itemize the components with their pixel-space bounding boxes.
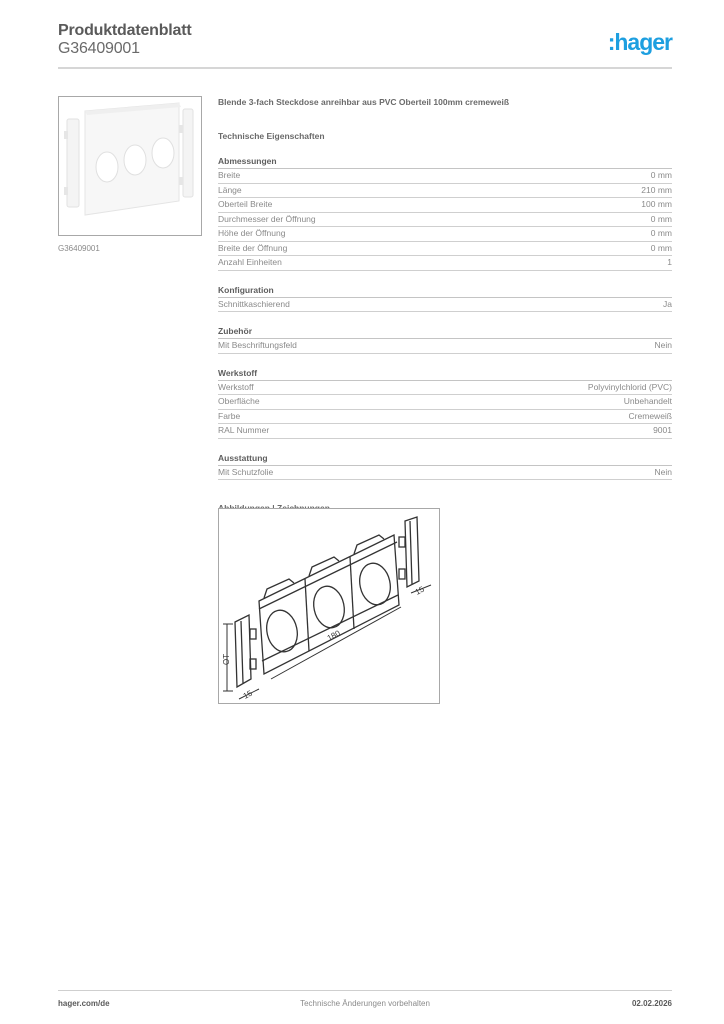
dimension-length-label: 180 xyxy=(325,628,342,643)
header-divider xyxy=(58,67,672,69)
property-row xyxy=(218,227,672,242)
group-title: Abmessungen xyxy=(218,155,672,169)
property-label: Höhe der Öffnung xyxy=(218,228,286,238)
property-label: Breite xyxy=(218,170,241,180)
property-row xyxy=(218,213,672,228)
property-label: Mit Schutzfolie xyxy=(218,466,274,477)
image-caption: G36409001 xyxy=(58,244,100,253)
group-abmessungen xyxy=(218,155,672,271)
article-number: G36409001 xyxy=(58,40,140,57)
property-row xyxy=(218,395,672,410)
dimension-height-label: OT xyxy=(222,653,231,665)
property-label: Mit Beschriftungsfeld xyxy=(218,340,297,350)
dimension-right-cap-label: 15 xyxy=(413,584,426,597)
footer-website-link[interactable]: hager.com/de xyxy=(58,999,110,1008)
property-value: Nein xyxy=(654,466,672,477)
property-label: Breite der Öffnung xyxy=(218,242,288,253)
section-title: Technische Eigenschaften xyxy=(218,131,325,141)
property-row xyxy=(218,242,672,257)
property-label: Schnittkaschierend xyxy=(218,298,290,309)
dimension-left-cap-label: 15 xyxy=(241,688,254,701)
property-value: 9001 xyxy=(653,425,672,435)
property-value: Cremeweiß xyxy=(628,410,672,421)
property-label: Farbe xyxy=(218,410,241,421)
property-label: Durchmesser der Öffnung xyxy=(218,213,316,224)
dimension-drawing-icon xyxy=(219,509,439,703)
property-value: Polyvinylchlorid (PVC) xyxy=(587,381,672,392)
property-value: 1 xyxy=(667,257,672,267)
property-label: Anzahl Einheiten xyxy=(218,257,282,267)
property-label: Länge xyxy=(218,184,242,195)
footer-notice: Technische Änderungen vorbehalten xyxy=(300,999,430,1008)
footer-date: 02.02.2026 xyxy=(631,999,672,1008)
property-row xyxy=(218,184,672,199)
property-value: 0 mm xyxy=(650,228,672,238)
property-label: Oberteil Breite xyxy=(218,199,273,209)
property-value: Ja xyxy=(663,298,672,309)
property-row xyxy=(218,466,672,481)
technical-drawing xyxy=(218,508,440,704)
document-title: Produktdatenblatt xyxy=(58,22,192,39)
group-ausstattung xyxy=(218,452,672,481)
hager-logo: :hager xyxy=(607,29,672,55)
property-label: RAL Nummer xyxy=(218,425,270,435)
product-name: Blende 3-fach Steckdose anreihbar aus PVC Oberteil 100mm cremeweiß xyxy=(218,97,510,107)
technical-data xyxy=(218,96,672,514)
property-row xyxy=(218,424,672,439)
property-label: Oberfläche xyxy=(218,396,260,406)
group-title: Zubehör xyxy=(218,325,672,339)
property-value: 0 mm xyxy=(650,170,672,180)
property-value: 100 mm xyxy=(641,199,672,209)
property-label: Werkstoff xyxy=(218,381,254,392)
property-value: 0 mm xyxy=(650,242,672,253)
group-title: Werkstoff xyxy=(218,367,672,381)
property-value: Nein xyxy=(654,340,672,350)
product-photo-icon xyxy=(59,97,201,235)
group-zubehoer xyxy=(218,325,672,354)
property-value: 210 mm xyxy=(641,184,672,195)
group-title: Ausstattung xyxy=(218,452,672,466)
page-header xyxy=(58,22,672,58)
property-row xyxy=(218,298,672,313)
property-row xyxy=(218,339,672,354)
group-title: Konfiguration xyxy=(218,284,672,298)
group-konfiguration xyxy=(218,284,672,313)
group-werkstoff xyxy=(218,367,672,439)
property-value: 0 mm xyxy=(650,213,672,224)
property-row xyxy=(218,381,672,396)
product-image xyxy=(58,96,202,236)
property-value: Unbehandelt xyxy=(623,396,672,406)
property-row xyxy=(218,410,672,425)
property-row xyxy=(218,169,672,184)
property-row xyxy=(218,256,672,271)
footer-divider xyxy=(58,990,672,991)
property-row xyxy=(218,198,672,213)
